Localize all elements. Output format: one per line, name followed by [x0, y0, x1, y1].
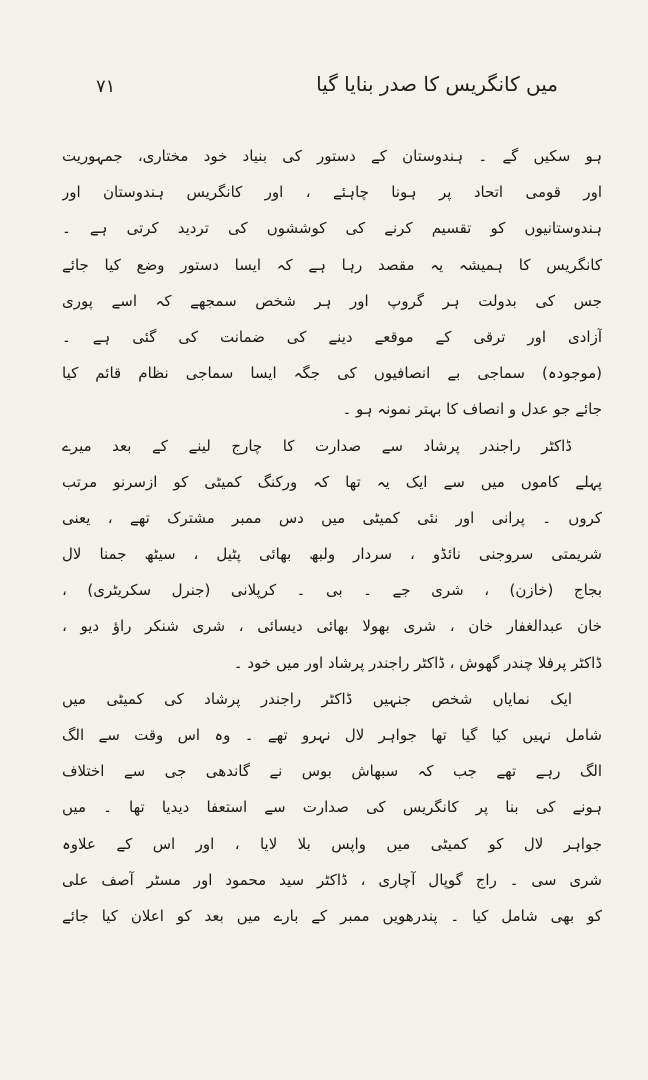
text-line: خان عبدالغفار خان ، شری بھولا بھائی دیسائی ، شری شنکر راؤ دیو ، — [62, 617, 602, 636]
text-line: جائے جو عدل و انصاف کا بہتر نمونہ ہو ۔ — [342, 400, 602, 419]
text-line: اور قومی اتحاد پر ہونا چاہئے ، اور کانگریس ہندوستان اور — [62, 183, 602, 202]
running-title: میں کانگریس کا صدر بنایا گیا — [316, 72, 558, 96]
text-line: ڈاکٹر راجندر پرشاد سے صدارت کا چارج لینے کے بعد میرے — [62, 436, 572, 455]
text-line: الگ رہے تھے جب کہ سبھاش بوس نے گاندھی جی سے اختلاف — [62, 762, 602, 781]
text-line: کو بھی شامل کیا ۔ پندرھویں ممبر کے بارے میں بعد کو اعلان کیا جائے — [62, 906, 602, 925]
text-line: کانگریس کا ہمیشہ یہ مقصد رہا ہے کہ ایسا دستور وضع کیا جائے — [62, 255, 602, 274]
text-line: پہلے کاموں میں سے ایک یہ تھا کہ ورکنگ کمیٹی کو ازسرنو مرتب — [62, 472, 602, 491]
text-line: (موجودہ) سماجی بے انصافیوں کی جگہ ایسا سماجی نظام قائم کیا — [62, 364, 602, 383]
text-line: شامل نہیں کیا گیا تھا جواہر لال نہرو تھے ۔ وہ اس وقت سے الگ — [62, 726, 602, 744]
text-line: جواہر لال کو کمیٹی میں واپس بلا لایا ، اور اس کے علاوہ — [62, 834, 602, 853]
text-line: ہو سکیں گے ۔ ہندوستان کے دستور کی بنیاد خود مختاری، جمہوریت — [62, 147, 602, 165]
body-text — [62, 138, 602, 934]
text-line: بجاج (خازن) ، شری جے ۔ بی ۔ کرپلانی (جنرل سکریٹری) ، — [62, 581, 602, 600]
text-line: شریمتی سروجنی نائڈو ، سردار ولبھ بھائی پٹیل ، سیٹھ جمنا لال — [62, 545, 602, 564]
text-line: شری سی ۔ راج گوپال آچاری ، ڈاکٹر سید محمود اور مسٹر آصف علی — [62, 870, 602, 889]
paragraph-3 — [62, 681, 602, 934]
page-header — [90, 72, 588, 106]
paragraph-2 — [62, 428, 602, 681]
paragraph-1 — [62, 138, 602, 428]
text-line: ایک نمایاں شخص جنہیں ڈاکٹر راجندر پرشاد کی کمیٹی میں — [62, 689, 572, 708]
text-line: کروں ۔ پرانی اور نئی کمیٹی میں دس ممبر مشترک تھے ، یعنی — [62, 508, 602, 527]
text-line: ہونے کی بنا پر کانگریس کی صدارت سے استعفا دیدیا تھا ۔ میں — [62, 798, 602, 817]
page-number: ۷۱ — [96, 76, 116, 97]
text-line: آزادی اور ترقی کے موقعے دینے کی ضمانت کی گئی ہے ۔ — [62, 327, 602, 346]
text-line: جس کی بدولت ہر گروپ اور ہر شخص سمجھے کہ اسے پوری — [62, 291, 602, 310]
text-line: ڈاکٹر پرفلا چندر گھوش ، ڈاکٹر راجندر پرشاد اور میں خود ۔ — [233, 653, 602, 672]
text-line: ہندوستانیوں کو تقسیم کرنے کی کوششوں کی تردید کرتی ہے ۔ — [62, 219, 602, 238]
